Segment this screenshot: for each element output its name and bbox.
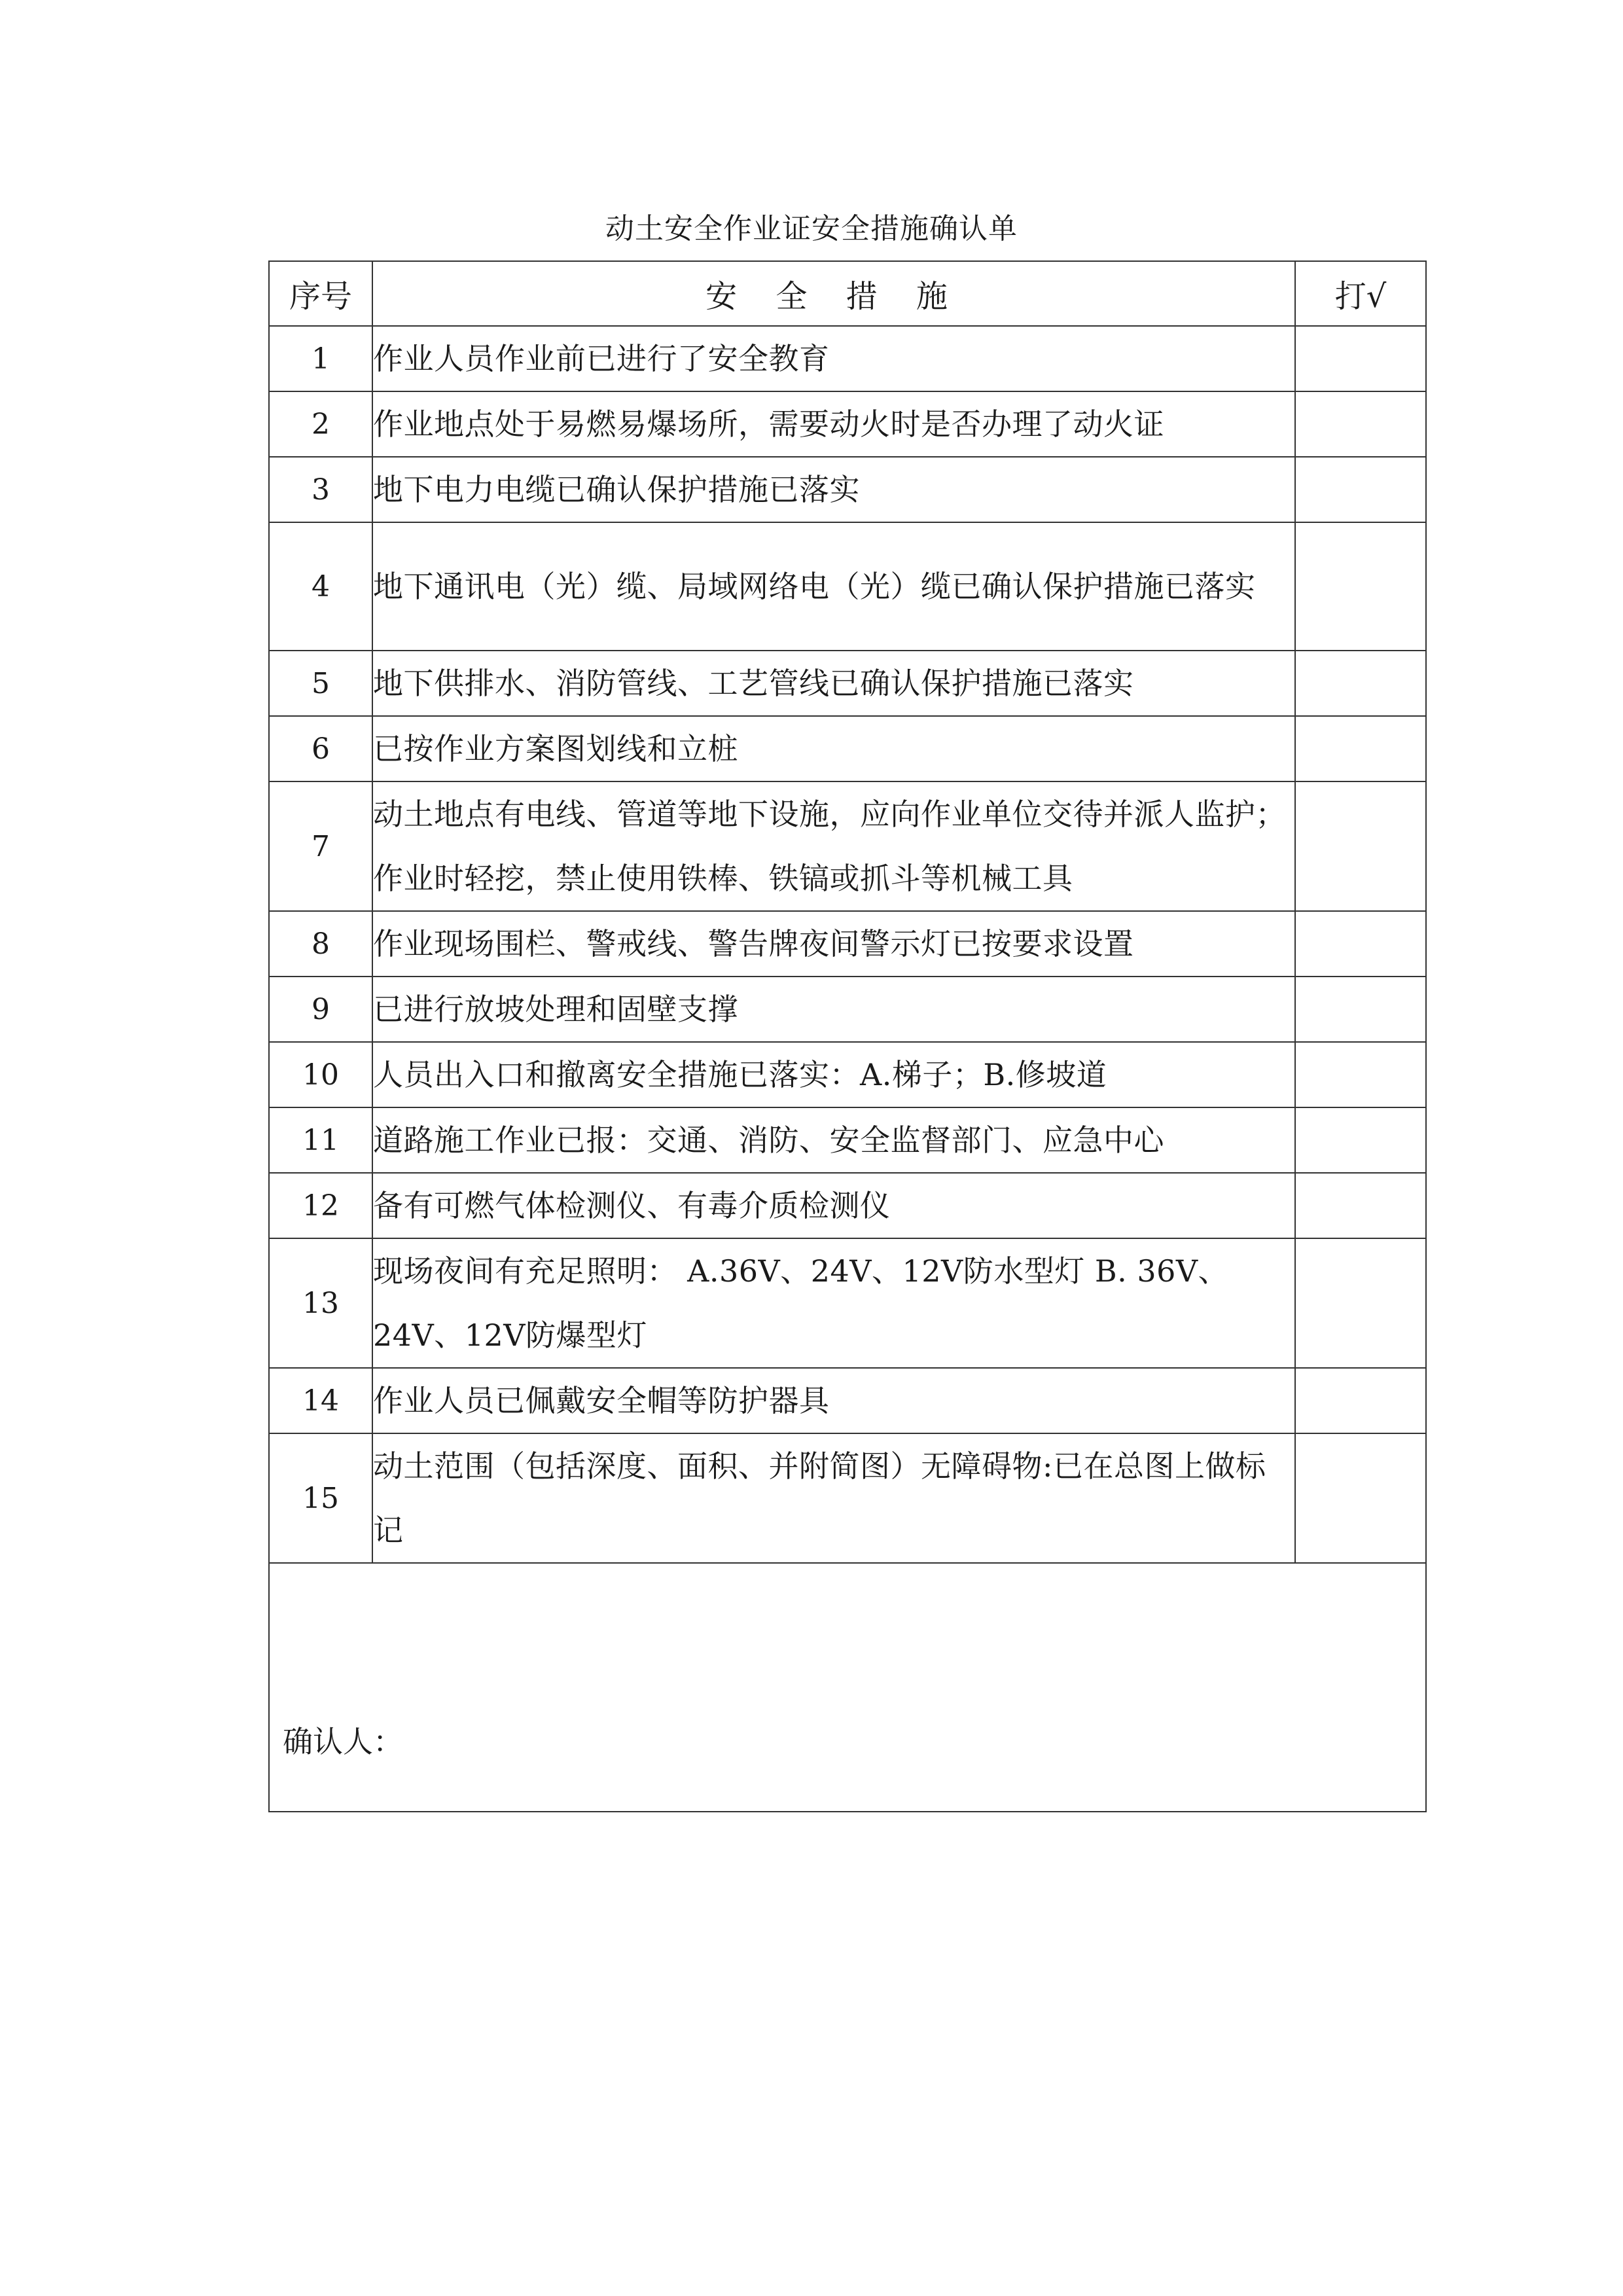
row-measure: 已按作业方案图划线和立桩 xyxy=(372,716,1295,781)
confirm-cell[interactable] xyxy=(269,1563,1426,1812)
row-measure: 已进行放坡处理和固壁支撑 xyxy=(372,977,1295,1042)
table-row xyxy=(269,977,1426,1042)
table-header-row xyxy=(269,261,1426,326)
row-measure: 作业现场围栏、警戒线、警告牌夜间警示灯已按要求设置 xyxy=(372,911,1295,977)
row-check-cell[interactable] xyxy=(1295,651,1426,716)
row-measure: 作业人员作业前已进行了安全教育 xyxy=(372,326,1295,391)
row-check-cell[interactable] xyxy=(1295,391,1426,457)
table-row xyxy=(269,1433,1426,1563)
row-measure: 现场夜间有充足照明： A.36V、24V、12V防水型灯 B. 36V、24V、12V防爆型灯 xyxy=(372,1238,1295,1368)
row-check-cell[interactable] xyxy=(1295,1368,1426,1433)
row-check-cell[interactable] xyxy=(1295,911,1426,977)
safety-measures-table xyxy=(268,260,1427,1812)
row-check-cell[interactable] xyxy=(1295,1042,1426,1107)
row-check-cell[interactable] xyxy=(1295,1433,1426,1563)
row-check-cell[interactable] xyxy=(1295,1173,1426,1238)
row-number: 1 xyxy=(269,326,372,391)
table-row xyxy=(269,651,1426,716)
table-row xyxy=(269,1042,1426,1107)
row-measure: 备有可燃气体检测仪、有毒介质检测仪 xyxy=(372,1173,1295,1238)
row-number: 4 xyxy=(269,522,372,651)
row-measure: 人员出入口和撤离安全措施已落实：A.梯子；B.修坡道 xyxy=(372,1042,1295,1107)
row-check-cell[interactable] xyxy=(1295,781,1426,911)
table-row xyxy=(269,716,1426,781)
confirm-row xyxy=(269,1563,1426,1812)
row-measure: 作业地点处于易燃易爆场所，需要动火时是否办理了动火证 xyxy=(372,391,1295,457)
header-measures: 安 全 措 施 xyxy=(372,261,1295,326)
row-check-cell[interactable] xyxy=(1295,1107,1426,1173)
row-measure: 动土范围（包括深度、面积、并附简图）无障碍物:已在总图上做标记 xyxy=(372,1433,1295,1563)
document-title: 动土安全作业证安全措施确认单 xyxy=(605,212,1018,245)
row-number: 11 xyxy=(269,1107,372,1173)
row-number: 7 xyxy=(269,781,372,911)
table-row xyxy=(269,326,1426,391)
row-number: 13 xyxy=(269,1238,372,1368)
header-check: 打√ xyxy=(1295,261,1426,326)
row-number: 15 xyxy=(269,1433,372,1563)
row-number: 2 xyxy=(269,391,372,457)
row-measure: 地下电力电缆已确认保护措施已落实 xyxy=(372,457,1295,522)
table-row xyxy=(269,522,1426,651)
table-row xyxy=(269,457,1426,522)
row-number: 12 xyxy=(269,1173,372,1238)
row-measure: 动土地点有电线、管道等地下设施，应向作业单位交待并派人监护；作业时轻挖，禁止使用铁棒、铁镐或抓斗等机械工具 xyxy=(372,781,1295,911)
row-number: 14 xyxy=(269,1368,372,1433)
table-row xyxy=(269,1173,1426,1238)
row-check-cell[interactable] xyxy=(1295,522,1426,651)
confirmer-label: 确认人： xyxy=(283,1724,403,1759)
row-measure: 地下供排水、消防管线、工艺管线已确认保护措施已落实 xyxy=(372,651,1295,716)
row-measure: 地下通讯电（光）缆、局域网络电（光）缆已确认保护措施已落实 xyxy=(372,522,1295,651)
row-measure: 作业人员已佩戴安全帽等防护器具 xyxy=(372,1368,1295,1433)
header-number: 序号 xyxy=(269,261,372,326)
row-measure: 道路施工作业已报：交通、消防、安全监督部门、应急中心 xyxy=(372,1107,1295,1173)
row-check-cell[interactable] xyxy=(1295,326,1426,391)
row-check-cell[interactable] xyxy=(1295,1238,1426,1368)
table-row xyxy=(269,1238,1426,1368)
row-number: 8 xyxy=(269,911,372,977)
row-check-cell[interactable] xyxy=(1295,716,1426,781)
row-check-cell[interactable] xyxy=(1295,457,1426,522)
row-number: 3 xyxy=(269,457,372,522)
table-row xyxy=(269,1107,1426,1173)
row-number: 10 xyxy=(269,1042,372,1107)
table-row xyxy=(269,1368,1426,1433)
table-row xyxy=(269,781,1426,911)
row-number: 5 xyxy=(269,651,372,716)
row-number: 6 xyxy=(269,716,372,781)
row-number: 9 xyxy=(269,977,372,1042)
table-row xyxy=(269,911,1426,977)
row-check-cell[interactable] xyxy=(1295,977,1426,1042)
table-row xyxy=(269,391,1426,457)
